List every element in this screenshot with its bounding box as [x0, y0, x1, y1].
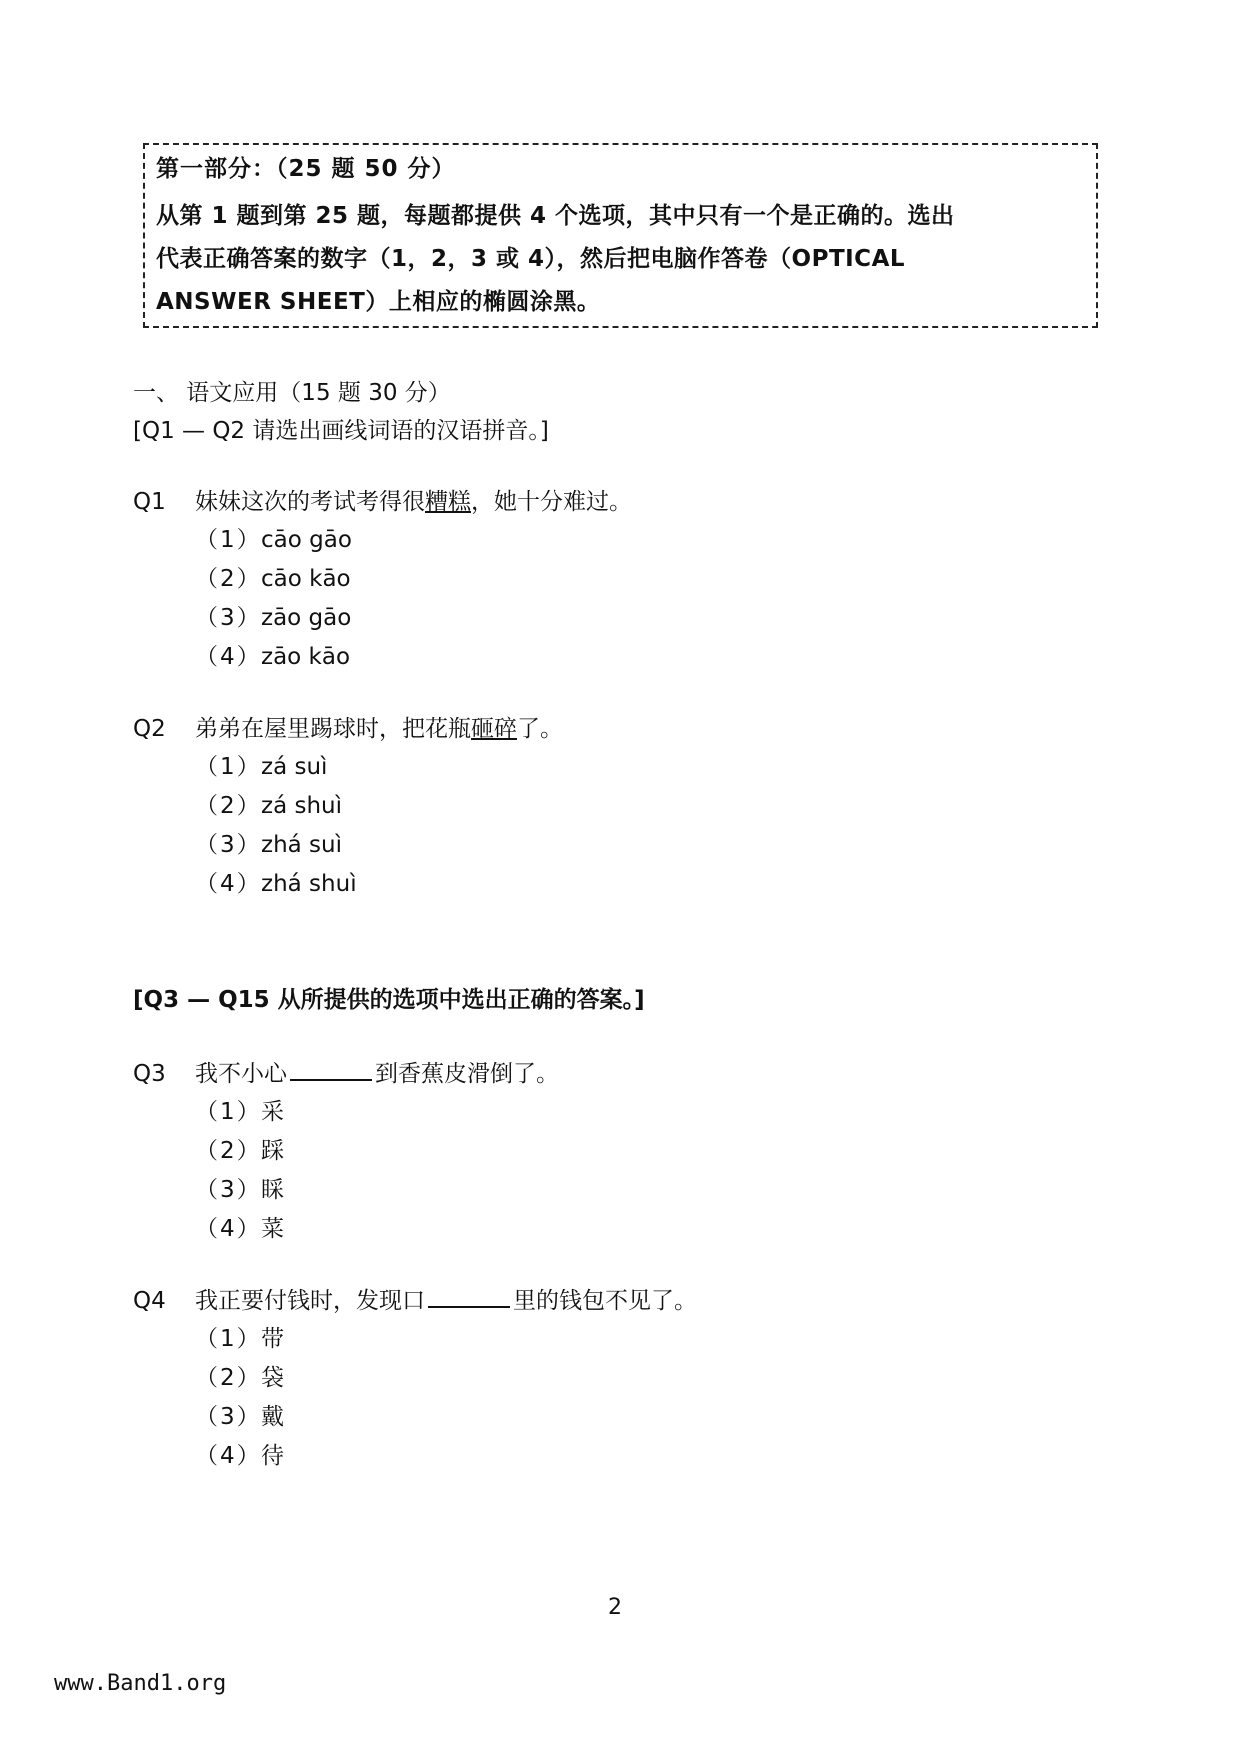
- stem-text-before: 妹妹这次的考试考得很: [195, 489, 425, 515]
- option-3[interactable]: [195, 599, 632, 638]
- question-q4: [133, 1282, 697, 1476]
- option-2[interactable]: [195, 1359, 697, 1398]
- underlined-word: 糟糕: [425, 489, 471, 515]
- option-text: 戴: [261, 1404, 284, 1430]
- option-2[interactable]: [195, 1132, 559, 1171]
- page-number: 2: [608, 1595, 622, 1620]
- options-list: [195, 521, 632, 677]
- footer-url[interactable]: www.Band1.org: [54, 1671, 227, 1696]
- option-3[interactable]: [195, 826, 563, 865]
- option-text: zá suì: [261, 754, 328, 780]
- question-stem: [133, 1055, 559, 1089]
- option-text: 踩: [261, 1138, 284, 1164]
- option-text: 带: [261, 1326, 284, 1352]
- option-text: zhá suì: [261, 832, 343, 858]
- option-number: （4）: [195, 871, 262, 897]
- option-number: （1）: [195, 1099, 262, 1125]
- question-number: Q1: [133, 489, 166, 515]
- question-stem: [133, 1282, 697, 1316]
- instruction-line-1: 从第 1 题到第 25 题，每题都提供 4 个选项，其中只有一个是正确的。选出: [156, 203, 955, 229]
- stem-text-before: 我正要付钱时，发现口: [195, 1288, 425, 1314]
- option-number: （2）: [195, 793, 262, 819]
- option-4[interactable]: [195, 1437, 697, 1476]
- question-q3: [133, 1055, 559, 1249]
- answer-blank: [428, 1288, 510, 1308]
- options-list: [195, 1093, 559, 1249]
- option-text: 采: [261, 1099, 284, 1125]
- option-number: （4）: [195, 1443, 262, 1469]
- stem-text-before: 弟弟在屋里踢球时，把花瓶: [195, 716, 471, 742]
- answer-blank: [290, 1061, 372, 1081]
- option-1[interactable]: [195, 748, 563, 787]
- option-text: zāo gāo: [261, 605, 352, 631]
- question-number: Q2: [133, 716, 166, 742]
- question-stem: [133, 710, 563, 744]
- option-number: （4）: [195, 644, 262, 670]
- instruction-line-2: 代表正确答案的数字（1，2，3 或 4），然后把电脑作答卷（OPTICAL: [156, 246, 906, 272]
- option-text: 袋: [261, 1365, 284, 1391]
- option-4[interactable]: [195, 865, 563, 904]
- option-number: （3）: [195, 1177, 262, 1203]
- underlined-word: 砸碎: [471, 716, 517, 742]
- question-q2: [133, 710, 563, 904]
- option-text: 菜: [261, 1216, 284, 1242]
- option-number: （3）: [195, 832, 262, 858]
- note-q1-q2: [Q1 — Q2 请选出画线词语的汉语拼音。]: [133, 418, 549, 444]
- option-number: （3）: [195, 605, 262, 631]
- option-text: zhá shuì: [261, 871, 357, 897]
- option-4[interactable]: [195, 638, 632, 677]
- question-number: Q4: [133, 1288, 166, 1314]
- option-4[interactable]: [195, 1210, 559, 1249]
- stem-text-before: 我不小心: [195, 1061, 287, 1087]
- question-number: Q3: [133, 1061, 166, 1087]
- option-number: （3）: [195, 1404, 262, 1430]
- option-number: （4）: [195, 1216, 262, 1242]
- part-title: 第一部分：（25 题 50 分）: [156, 156, 456, 182]
- option-2[interactable]: [195, 560, 632, 599]
- note-q3-q15: [Q3 — Q15 从所提供的选项中选出正确的答案。]: [133, 987, 645, 1013]
- option-number: （2）: [195, 1138, 262, 1164]
- option-text: 睬: [261, 1177, 284, 1203]
- option-number: （1）: [195, 1326, 262, 1352]
- question-stem: [133, 483, 632, 517]
- option-1[interactable]: [195, 1320, 697, 1359]
- option-3[interactable]: [195, 1398, 697, 1437]
- option-text: 待: [261, 1443, 284, 1469]
- option-text: cāo gāo: [261, 527, 352, 553]
- option-3[interactable]: [195, 1171, 559, 1210]
- question-q1: [133, 483, 632, 677]
- stem-text-after: 到香蕉皮滑倒了。: [375, 1061, 559, 1087]
- option-number: （2）: [195, 566, 262, 592]
- instruction-line-3: ANSWER SHEET）上相应的椭圆涂黑。: [156, 289, 601, 315]
- options-list: [195, 748, 563, 904]
- option-number: （2）: [195, 1365, 262, 1391]
- option-1[interactable]: [195, 1093, 559, 1132]
- option-1[interactable]: [195, 521, 632, 560]
- option-2[interactable]: [195, 787, 563, 826]
- stem-text-after: 了。: [517, 716, 563, 742]
- stem-text-after: ，她十分难过。: [471, 489, 632, 515]
- options-list: [195, 1320, 697, 1476]
- stem-text-after: 里的钱包不见了。: [513, 1288, 697, 1314]
- section-title: 一、 语文应用（15 题 30 分）: [133, 380, 451, 406]
- option-text: cāo kāo: [261, 566, 351, 592]
- option-number: （1）: [195, 527, 262, 553]
- option-text: zāo kāo: [261, 644, 351, 670]
- option-number: （1）: [195, 754, 262, 780]
- option-text: zá shuì: [261, 793, 343, 819]
